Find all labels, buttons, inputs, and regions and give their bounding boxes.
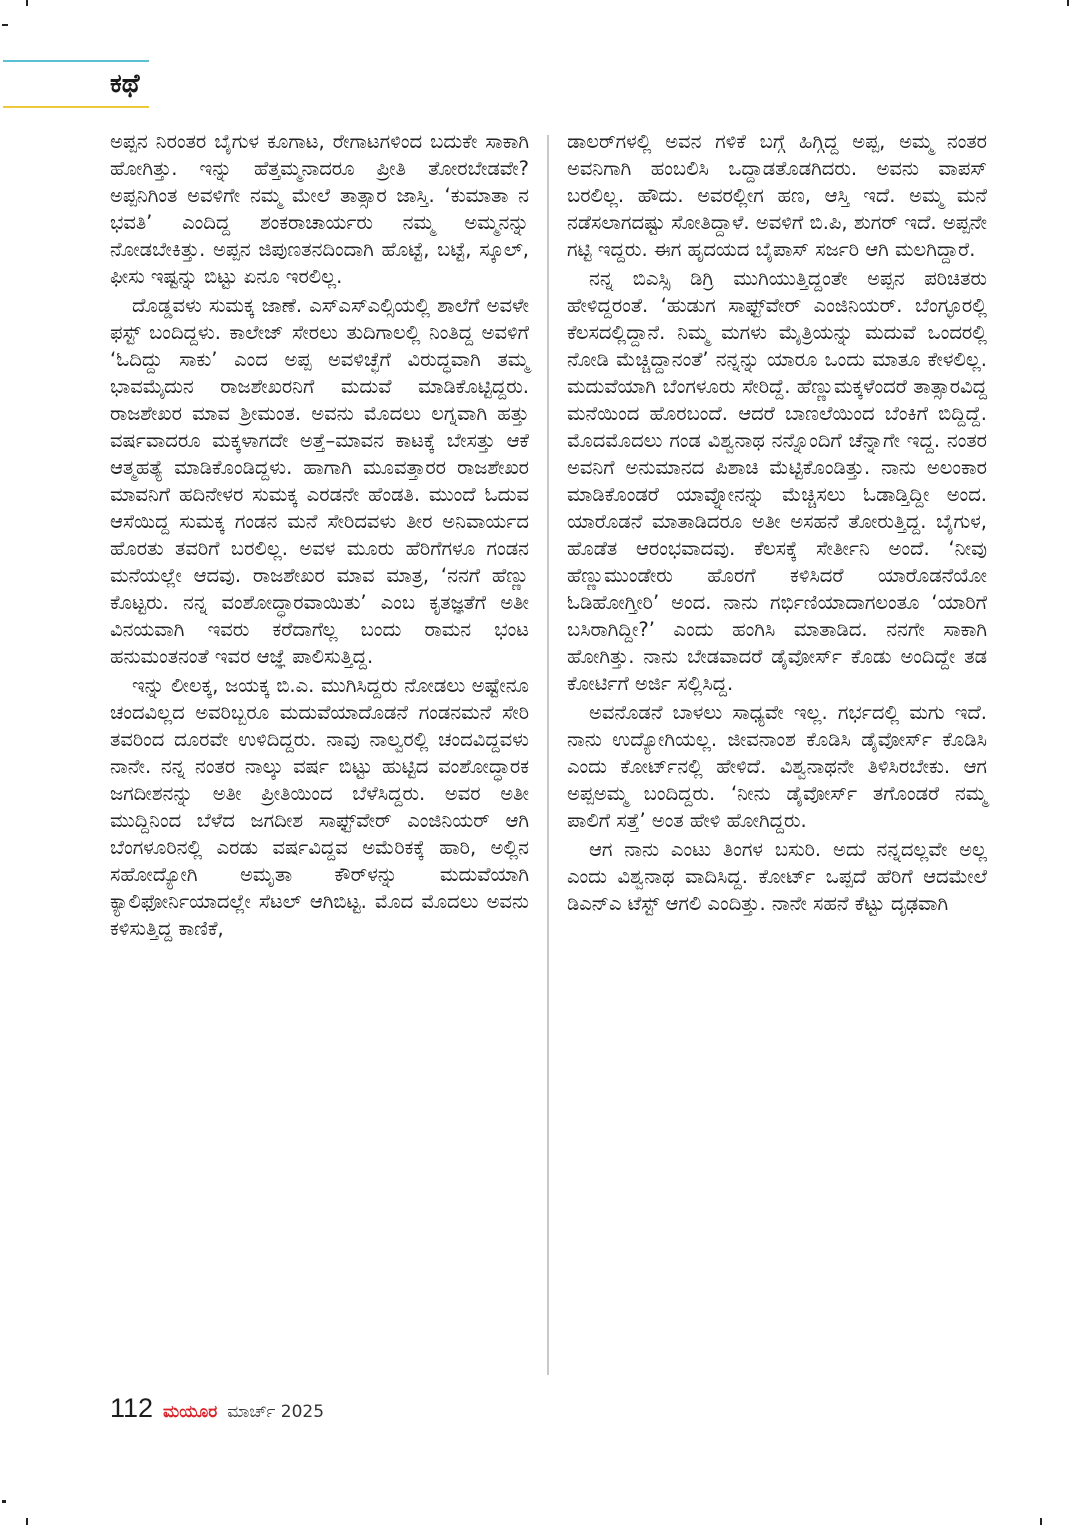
header-rule-top bbox=[3, 60, 149, 62]
page-footer bbox=[110, 1393, 324, 1424]
column-divider bbox=[547, 135, 549, 1375]
crop-mark bbox=[26, 1518, 28, 1525]
crop-mark bbox=[1067, 0, 1069, 6]
article-column-left bbox=[110, 128, 529, 944]
page-number: 112 bbox=[110, 1393, 154, 1423]
issue-date: ಮಾರ್ಚ್ 2025 bbox=[227, 1402, 325, 1422]
paragraph: ಆಗ ನಾನು ಎಂಟು ತಿಂಗಳ ಬಸುರಿ. ಅದು ನನ್ನದಲ್ಲವೇ ಅಲ್ಲ ಎಂದು ವಿಶ್ವನಾಥ ವಾದಿಸಿದ್ದ. ಕೋರ್ಟ್ ಒಪ್ಪದೆ ಹೆರಿಗೆ ಆದಮೇಲೆ ಡಿಎನ್‌ಎ ಟೆಸ್ಟ್ ಆಗಲಿ ಎಂದಿತ್ತು. ನಾನೇ ಸಹನೆ ಕೆಟ್ಟು ದೃಢವಾಗಿ bbox=[567, 838, 987, 915]
magazine-name: ಮಯೂರ bbox=[163, 1402, 218, 1422]
paragraph: ಅಪ್ಪನ ನಿರಂತರ ಬೈಗುಳ ಕೂಗಾಟ, ರೇಗಾಟಗಳಿಂದ ಬದುಕೇ ಸಾಕಾಗಿ ಹೋಗಿತ್ತು. ಇನ್ನು ಹೆತ್ತಮ್ಮನಾದರೂ ಪ್ರೀತಿ ತೋರಬೇಡವೇ? ಅಪ್ಪನಿಗಿಂತ ಅವಳಿಗೇ ನಮ್ಮ ಮೇಲೆ ತಾತ್ಸಾರ ಜಾಸ್ತಿ. ‘ಕುಮಾತಾ ನ ಭವತಿ’ ಎಂದಿದ್ದ ಶಂಕರಾಚಾರ್ಯರು ನಮ್ಮ ಅಮ್ಮನನ್ನು ನೋಡಬೇಕಿತ್ತು. ಅಪ್ಪನ ಜಿಪುಣತನದಿಂದಾಗಿ ಹೊಟ್ಟೆ, ಬಟ್ಟೆ, ಸ್ಕೂಲ್, ಫೀಸು ಇಷ್ಟನ್ನು ಬಿಟ್ಟು ಏನೂ ಇರಲಿಲ್ಲ. bbox=[110, 130, 529, 288]
header-rule-bottom bbox=[3, 106, 149, 108]
article-column-right bbox=[567, 128, 987, 919]
paragraph: ದೊಡ್ಡವಳು ಸುಮಕ್ಕ ಜಾಣೆ. ಎಸ್‌ಎಸ್‌ಎಲ್ಸಿಯಲ್ಲಿ ಶಾಲೆಗೆ ಅವಳೇ ಫಸ್ಟ್ ಬಂದಿದ್ದಳು. ಕಾಲೇಜ್ ಸೇರಲು ತುದಿಗಾಲಲ್ಲಿ ನಿಂತಿದ್ದ ಅವಳಿಗೆ ‘ಓದಿದ್ದು ಸಾಕು’ ಎಂದ ಅಪ್ಪ ಅವಳಿಚ್ಛೆಗೆ ವಿರುದ್ಧವಾಗಿ ತಮ್ಮ ಭಾವಮೈದುನ ರಾಜಶೇಖರನಿಗೆ ಮದುವೆ ಮಾಡಿಕೊಟ್ಟಿದ್ದರು. ರಾಜಶೇಖರ ಮಾವ ಶ್ರೀಮಂತ. ಅವನು ಮೊದಲು ಲಗ್ನವಾಗಿ ಹತ್ತು ವರ್ಷವಾದರೂ ಮಕ್ಕಳಾಗದೇ ಅತ್ತೆ–ಮಾವನ ಕಾಟಕ್ಕೆ ಬೇಸತ್ತು ಆಕೆ ಆತ್ಮಹತ್ಯೆ ಮಾಡಿಕೊಂಡಿದ್ದಳು. ಹಾಗಾಗಿ ಮೂವತ್ತಾರರ ರಾಜಶೇಖರ ಮಾವನಿಗೆ ಹದಿನೇಳರ ಸುಮಕ್ಕ ಎರಡನೇ ಹೆಂಡತಿ. ಮುಂದೆ ಓದುವ ಆಸೆಯಿದ್ದ ಸುಮಕ್ಕ ಗಂಡನ ಮನೆ ಸೇರಿದವಳು ತೀರ ಅನಿವಾರ್ಯದ ಹೊರತು ತವರಿಗೆ ಬರಲಿಲ್ಲ. ಅವಳ ಮೂರು ಹೆರಿಗೆಗಳೂ ಗಂಡನ ಮನೆಯಲ್ಲೇ ಆದವು. ರಾಜಶೇಖರ ಮಾವ ಮಾತ್ರ, ‘ನನಗೆ ಹೆಣ್ಣು ಕೊಟ್ಟರು. ನನ್ನ ವಂಶೋದ್ಧಾರವಾಯಿತು’ ಎಂಬ ಕೃತಜ್ಞತೆಗೆ ಅತೀ ವಿನಯವಾಗಿ ಇವರು ಕರೆದಾಗೆಲ್ಲ ಬಂದು ರಾಮನ ಭಂಟ ಹನುಮಂತನಂತೆ ಇವರ ಆಜ್ಞೆ ಪಾಲಿಸುತ್ತಿದ್ದ. bbox=[110, 294, 529, 668]
paragraph: ಇನ್ನು ಲೀಲಕ್ಕ, ಜಯಕ್ಕ ಬಿ.ಎ. ಮುಗಿಸಿದ್ದರು ನೋಡಲು ಅಷ್ಟೇನೂ ಚಂದವಿಲ್ಲದ ಅವರಿಬ್ಬರೂ ಮದುವೆಯಾದೊಡನೆ ಗಂಡನಮನೆ ಸೇರಿ ತವರಿಂದ ದೂರವೇ ಉಳಿದಿದ್ದರು. ನಾವು ನಾಲ್ವರಲ್ಲಿ ಚಂದವಿದ್ದವಳು ನಾನೇ. ನನ್ನ ನಂತರ ನಾಲ್ಕು ವರ್ಷ ಬಿಟ್ಟು ಹುಟ್ಟಿದ ವಂಶೋದ್ಧಾರಕ ಜಗದೀಶನನ್ನು ಅತೀ ಪ್ರೀತಿಯಿಂದ ಬೆಳೆಸಿದ್ದರು. ಅವರ ಅತೀ ಮುದ್ದಿನಿಂದ ಬೆಳೆದ ಜಗದೀಶ ಸಾಫ್ಟ್‌ವೇರ್ ಎಂಜಿನಿಯರ್ ಆಗಿ ಬೆಂಗಳೂರಿನಲ್ಲಿ ಎರಡು ವರ್ಷವಿದ್ದವ ಅಮೆರಿಕಕ್ಕೆ ಹಾರಿ, ಅಲ್ಲಿನ ಸಹೋದ್ಯೋಗಿ ಅಮೃತಾ ಕೌರ್‌ಳನ್ನು ಮದುವೆಯಾಗಿ ಕ್ಯಾಲಿಫೋರ್ನಿಯಾದಲ್ಲೇ ಸೆಟಲ್ ಆಗಿಬಿಟ್ಟ. ಮೊದ ಮೊದಲು ಅವನು ಕಳಿಸುತ್ತಿದ್ದ ಕಾಣಿಕೆ, bbox=[110, 674, 529, 940]
crop-mark bbox=[26, 0, 28, 6]
section-header bbox=[3, 58, 149, 108]
paragraph: ಡಾಲರ್‌ಗಳಲ್ಲಿ ಅವನ ಗಳಿಕೆ ಬಗ್ಗೆ ಹಿಗ್ಗಿದ್ದ ಅಪ್ಪ, ಅಮ್ಮ ನಂತರ ಅವನಿಗಾಗಿ ಹಂಬಲಿಸಿ ಒದ್ದಾಡತೊಡಗಿದರು. ಅವನು ವಾಪಸ್ ಬರಲಿಲ್ಲ. ಹೌದು. ಅವರಲ್ಲೀಗ ಹಣ, ಆಸ್ತಿ ಇದೆ. ಅಮ್ಮ ಮನೆ ನಡೆಸಲಾಗದಷ್ಟು ಸೋತಿದ್ದಾಳೆ. ಅವಳಿಗೆ ಬಿ.ಪಿ, ಶುಗರ್ ಇದೆ. ಅಪ್ಪನೇ ಗಟ್ಟಿ ಇದ್ದರು. ಈಗ ಹೃದಯದ ಬೈಪಾಸ್ ಸರ್ಜರಿ ಆಗಿ ಮಲಗಿದ್ದಾರೆ. bbox=[567, 130, 987, 261]
crop-mark bbox=[1040, 1518, 1042, 1525]
crop-mark bbox=[2, 24, 8, 26]
paragraph: ನನ್ನ ಬಿಎಸ್ಸಿ ಡಿಗ್ರಿ ಮುಗಿಯುತ್ತಿದ್ದಂತೇ ಅಪ್ಪನ ಪರಿಚಿತರು ಹೇಳಿದ್ದರಂತೆ. ‘ಹುಡುಗ ಸಾಫ್ಟ್‌ವೇರ್ ಎಂಜಿನಿಯರ್. ಬೆಂಗ್ಳೂರಲ್ಲಿ ಕೆಲಸದಲ್ಲಿದ್ದಾನೆ. ನಿಮ್ಮ ಮಗಳು ಮೈತ್ರಿಯನ್ನು ಮದುವೆ ಒಂದರಲ್ಲಿ ನೋಡಿ ಮೆಚ್ಚಿದ್ದಾನಂತೆ’ ನನ್ನನ್ನು ಯಾರೂ ಒಂದು ಮಾತೂ ಕೇಳಲಿಲ್ಲ. ಮದುವೆಯಾಗಿ ಬೆಂಗಳೂರು ಸೇರಿದ್ದೆ. ಹೆಣ್ಣುಮಕ್ಕಳೆಂದರೆ ತಾತ್ಸಾರವಿದ್ದ ಮನೆಯಿಂದ ಹೊರಬಂದೆ. ಆದರೆ ಬಾಣಲೆಯಿಂದ ಬೆಂಕಿಗೆ ಬಿದ್ದಿದ್ದೆ. ಮೊದಮೊದಲು ಗಂಡ ವಿಶ್ವನಾಥ ನನ್ನೊಂದಿಗೆ ಚೆನ್ನಾಗೇ ಇದ್ದ. ನಂತರ ಅವನಿಗೆ ಅನುಮಾನದ ಪಿಶಾಚಿ ಮೆಟ್ಟಿಕೊಂಡಿತ್ತು. ನಾನು ಅಲಂಕಾರ ಮಾಡಿಕೊಂಡರೆ ಯಾವ್ನೋನನ್ನು ಮೆಚ್ಚಿಸಲು ಓಡಾಡ್ತಿದ್ದೀ ಅಂದ. ಯಾರೊಡನೆ ಮಾತಾಡಿದರೂ ಅತೀ ಅಸಹನೆ ತೋರುತ್ತಿದ್ದ. ಬೈಗುಳ, ಹೊಡೆತ ಆರಂಭವಾದವು. ಕೆಲಸಕ್ಕೆ ಸೇರ್ತೀನಿ ಅಂದೆ. ‘ನೀವು ಹೆಣ್ಣುಮುಂಡೇರು ಹೊರಗೆ ಕಳಿಸಿದರೆ ಯಾರೊಡನೆಯೋ ಓಡಿಹೋಗ್ತೀರಿ’ ಅಂದ. ನಾನು ಗರ್ಭಿಣಿಯಾದಾಗಲಂತೂ ‘ಯಾರಿಗೆ ಬಸಿರಾಗಿದ್ದೀ?’ ಎಂದು ಹಂಗಿಸಿ ಮಾತಾಡಿದ. ನನಗೇ ಸಾಕಾಗಿ ಹೋಗಿತ್ತು. ನಾನು ಬೇಡವಾದರೆ ಡೈವೋರ್ಸ್ ಕೊಡು ಅಂದಿದ್ದೇ ತಡ ಕೋರ್ಟಿಗೆ ಅರ್ಜಿ ಸಲ್ಲಿಸಿದ್ದ. bbox=[567, 267, 987, 695]
crop-mark bbox=[2, 1500, 6, 1503]
paragraph: ಅವನೊಡನೆ ಬಾಳಲು ಸಾಧ್ಯವೇ ಇಲ್ಲ. ಗರ್ಭದಲ್ಲಿ ಮಗು ಇದೆ. ನಾನು ಉದ್ಯೋಗಿಯಲ್ಲ. ಜೀವನಾಂಶ ಕೊಡಿಸಿ ಡೈವೋರ್ಸ್ ಕೊಡಿಸಿ ಎಂದು ಕೋರ್ಟ್‌ನಲ್ಲಿ ಹೇಳಿದೆ. ವಿಶ್ವನಾಥನೇ ತಿಳಿಸಿರಬೇಕು. ಆಗ ಅಪ್ಪಅಮ್ಮ ಬಂದಿದ್ದರು. ‘ನೀನು ಡೈವೋರ್ಸ್ ತಗೊಂಡರೆ ನಮ್ಮ ಪಾಲಿಗೆ ಸತ್ತೆ’ ಅಂತ ಹೇಳಿ ಹೋಗಿದ್ದರು. bbox=[567, 701, 987, 832]
section-title: ಕಥೆ bbox=[110, 69, 140, 99]
